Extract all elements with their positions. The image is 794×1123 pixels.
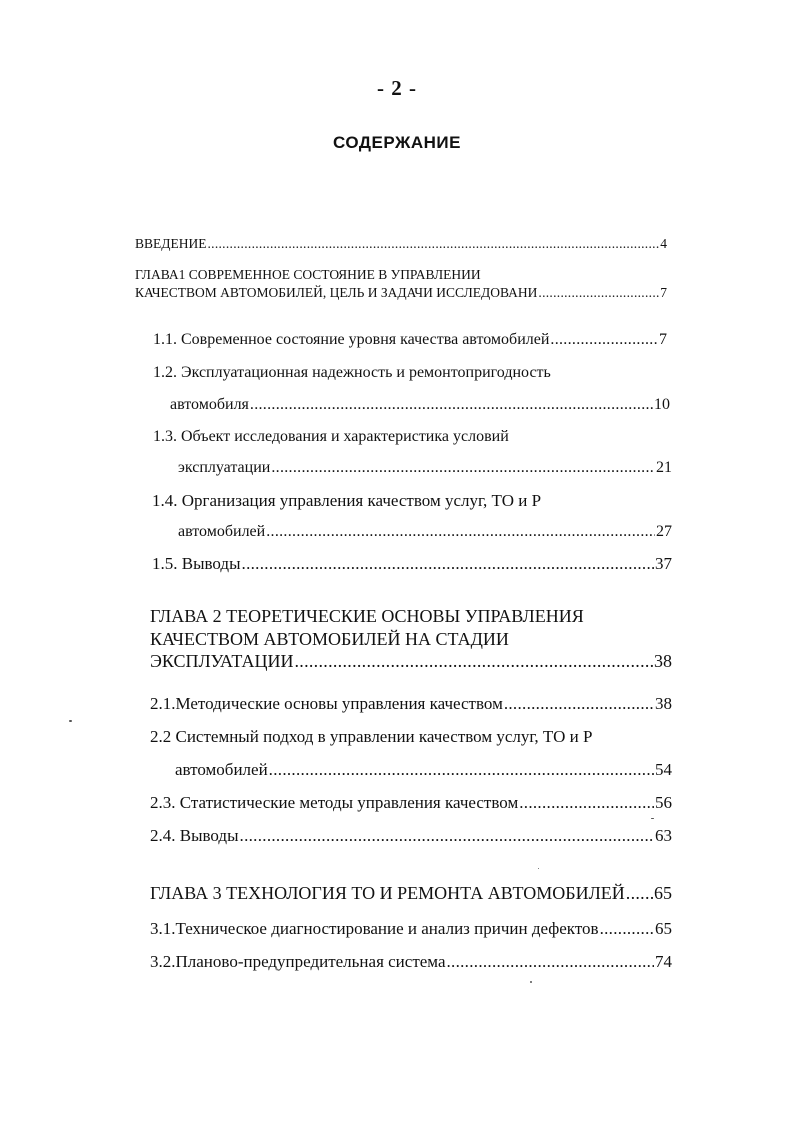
toc-page-number: 10 [654,396,670,413]
toc-entry-text: ГЛАВА 3 ТЕХНОЛОГИЯ ТО И РЕМОНТА АВТОМОБИЛЕЙ [150,883,625,903]
toc-entry-text: 2.4. Выводы [150,826,239,845]
toc-entry-1-3-line-1[interactable] [153,428,509,446]
toc-page-number: 27 [656,523,672,540]
toc-entry-text: 1.2. Эксплуатационная надежность и ремонтопригодность [153,364,551,381]
toc-entry-text: ЭКСПЛУАТАЦИИ [150,651,294,671]
dot-leader [269,760,654,780]
toc-page-number: 37 [655,554,672,573]
toc-page-number: 21 [656,459,672,476]
dot-leader [626,883,653,904]
scan-speck [530,981,532,983]
toc-entry-1-2-line-1[interactable] [153,364,551,382]
dot-leader [240,826,654,846]
toc-page-number: 74 [655,952,672,971]
toc-page-number: 65 [654,883,672,903]
dot-leader [242,554,654,574]
toc-entry-2-4[interactable] [150,826,672,846]
toc-entry-text: 3.1.Техническое диагностирование и анализ причин дефектов [150,919,599,938]
dot-leader [504,694,654,714]
dot-leader [266,523,655,541]
toc-entry-intro[interactable] [135,236,667,252]
scan-speck [69,720,72,722]
toc-entry-3-2[interactable] [150,952,672,972]
chapter-2-heading[interactable] [150,651,672,672]
page-number: - 2 - [377,76,417,100]
toc-page-number: 56 [655,793,672,812]
dot-leader [271,459,655,477]
dot-leader [538,285,659,301]
toc-entry-2-3[interactable] [150,793,672,813]
toc-entry-text: ВВЕДЕНИЕ [135,236,207,251]
toc-page-number: 63 [655,826,672,845]
toc-page-number: 38 [654,651,672,671]
toc-entry-2-1[interactable] [150,694,672,714]
dot-leader [600,919,654,939]
toc-entry-1-2[interactable] [170,396,670,414]
toc-entry-1-5[interactable] [152,554,672,574]
scan-speck [651,818,654,819]
toc-entry-text: КАЧЕСТВОМ АВТОМОБИЛЕЙ НА СТАДИИ [150,629,509,649]
chapter-2-heading-line-2[interactable] [150,629,509,650]
toc-entry-text: автомобилей [178,523,266,540]
dot-leader [550,331,658,349]
toc-entry-text: автомобиля [170,396,249,413]
chapter-2-heading-line-1[interactable] [150,606,584,627]
dot-leader [207,236,659,252]
toc-entry-text: 2.1.Методические основы управления качеством [150,694,503,713]
toc-entry-3-1[interactable] [150,919,672,939]
toc-entry-2-2[interactable] [175,760,672,780]
toc-entry-2-2-line-1[interactable] [150,727,592,747]
toc-entry-text: автомобилей [175,760,268,779]
scan-speck [538,868,539,869]
toc-entry-1-4-line-1[interactable] [152,491,541,511]
chapter-1-heading-line-1[interactable]: ГЛАВА1 СОВРЕМЕННОЕ СОСТОЯНИЕ В УПРАВЛЕНИИ [135,267,481,282]
dot-leader [519,793,654,813]
toc-entry-text: эксплуатации [178,459,271,476]
toc-entry-text: 2.3. Статистические методы управления качеством [150,793,519,812]
page-title: СОДЕРЖАНИЕ [333,133,461,152]
toc-entry-text: 1.4. Организация управления качеством услуг, ТО и Р [152,491,542,510]
toc-page-number: 7 [659,331,667,348]
toc-page-number: 65 [655,919,672,938]
toc-entry-1-4[interactable] [178,523,672,541]
toc-entry-text: 2.2 Системный подход в управлении качеством услуг, ТО и Р [150,727,593,746]
dot-leader [250,396,653,414]
toc-entry-text: КАЧЕСТВОМ АВТОМОБИЛЕЙ, ЦЕЛЬ И ЗАДАЧИ ИССЛЕДОВАНИ [135,285,538,300]
toc-page-number: 4 [660,236,667,251]
toc-entry-text: 1.1. Современное состояние уровня качества автомобилей [153,331,550,348]
toc-page-number: 38 [655,694,672,713]
toc-entry-text: ГЛАВА 2 ТЕОРЕТИЧЕСКИЕ ОСНОВЫ УПРАВЛЕНИЯ [150,606,584,626]
toc-entry-1-1[interactable] [153,331,667,349]
toc-page-number: 54 [655,760,672,779]
chapter-3-heading[interactable] [150,883,672,904]
dot-leader [446,952,654,972]
chapter-1-heading[interactable] [135,285,667,301]
toc-entry-text: 1.3. Объект исследования и характеристика условий [153,428,509,445]
toc-entry-text: 3.2.Планово-предупредительная система [150,952,446,971]
toc-page-number: 7 [660,285,667,300]
toc-entry-text: 1.5. Выводы [152,554,241,573]
toc-entry-1-3[interactable] [178,459,672,477]
dot-leader [294,651,653,672]
